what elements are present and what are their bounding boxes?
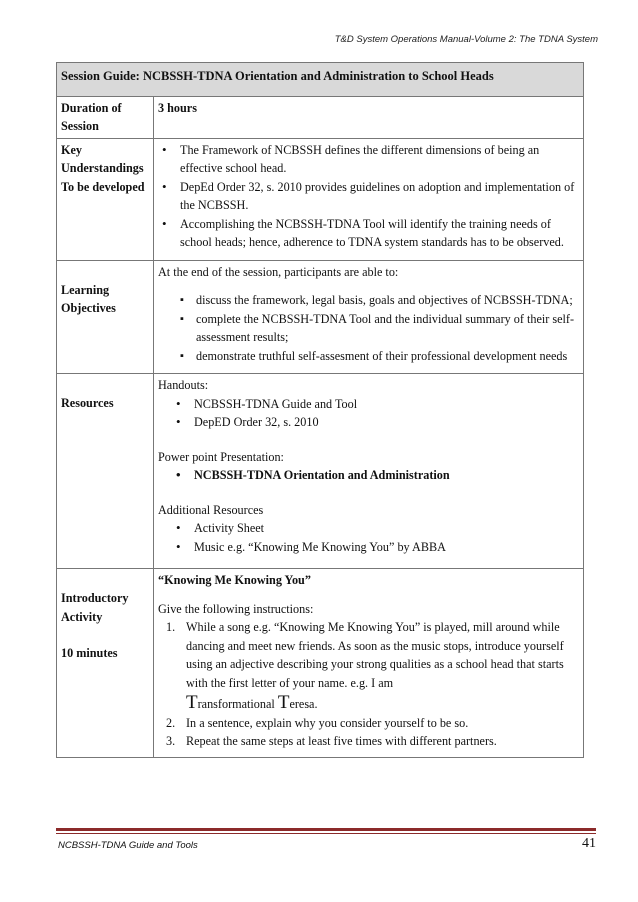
- list-item: [166, 714, 579, 733]
- title-row: [57, 63, 584, 97]
- list-item: • Activity Sheet: [172, 519, 579, 538]
- ppt-label: Power point Presentation:: [158, 449, 284, 464]
- list-item: • DepEd Order 32, s. 2010 provides guidelines on adoption and implementation of the NCBSSH.: [158, 178, 579, 215]
- introductory-activity-label-cell: [57, 569, 154, 758]
- footer-rule-thick: [56, 828, 596, 831]
- step-text: In a sentence, explain why you consider yourself to be so.: [186, 715, 469, 730]
- example-initial: T: [277, 692, 290, 713]
- session-title: Session Guide: NCBSSH-TDNA Orientation and Administration to School Heads: [57, 63, 584, 97]
- introductory-activity-time: 10 minutes: [61, 646, 118, 660]
- additional-resources-list: [172, 519, 579, 556]
- key-understandings-label: Key Understandings To be developed: [57, 138, 154, 260]
- running-header: T&D System Operations Manual-Volume 2: The TDNA System: [334, 34, 598, 45]
- learning-objectives-row: [57, 260, 584, 374]
- introductory-activity-cell: [154, 569, 584, 758]
- additional-resources-label: Additional Resources: [158, 502, 264, 517]
- list-item: ▪ discuss the framework, legal basis, goals and objectives of NCBSSH-TDNA;: [176, 291, 579, 310]
- step-number: 1.: [166, 620, 176, 634]
- list-item: ▪ complete the NCBSSH-TDNA Tool and the individual summary of their self-assessment results;: [176, 310, 579, 347]
- objectives-list: [176, 291, 579, 365]
- learning-objectives-label: Learning Objectives: [61, 282, 116, 315]
- step-text: Repeat the same steps at least five times with different partners.: [186, 734, 497, 748]
- resources-label-cell: [57, 374, 154, 569]
- introductory-activity-label: Introductory Activity: [61, 591, 129, 624]
- ppt-list: [172, 466, 579, 485]
- step-number: 3.: [166, 734, 176, 748]
- learning-objectives-label-cell: [57, 260, 154, 374]
- page-number: 41: [582, 836, 596, 851]
- duration-value: 3 hours: [154, 96, 584, 138]
- example-text: eresa.: [289, 697, 318, 711]
- key-understandings-list: [158, 141, 579, 252]
- list-item: • Music e.g. “Knowing Me Knowing You” by ABBA: [172, 538, 579, 557]
- objectives-intro: At the end of the session, participants are able to:: [158, 264, 399, 279]
- duration-label: Duration of Session: [57, 96, 154, 138]
- session-guide-table: [56, 62, 584, 758]
- key-understandings-row: [57, 138, 584, 260]
- duration-row: [57, 96, 584, 138]
- footer-rule-thin: [56, 833, 596, 834]
- step-text: While a song e.g. “Knowing Me Knowing You” is played, mill around while dancing and meet new friends. As soon as the music stops, introduce yourself using an adjective describing your strong qualities as a school head that starts with the first letter of your name. e.g. I am: [186, 620, 564, 690]
- handouts-list: [172, 395, 579, 432]
- handouts-label: Handouts:: [158, 378, 209, 392]
- list-item: [166, 732, 579, 751]
- resources-label: Resources: [61, 396, 114, 410]
- list-item: ▪ demonstrate truthful self-assesment of their professional development needs: [176, 347, 579, 366]
- example-initial: T: [186, 692, 198, 713]
- list-item: • NCBSSH-TDNA Orientation and Administration: [172, 466, 579, 485]
- activity-title: “Knowing Me Knowing You”: [158, 573, 311, 587]
- activity-instructions: Give the following instructions:: [158, 601, 314, 616]
- list-item: • The Framework of NCBSSH defines the different dimensions of being an effective school head.: [158, 141, 579, 178]
- key-understandings-cell: [154, 138, 584, 260]
- introductory-activity-row: [57, 569, 584, 758]
- example-text: ransformational: [197, 697, 278, 711]
- step-number: 2.: [166, 715, 176, 730]
- list-item: • NCBSSH-TDNA Guide and Tool: [172, 395, 579, 414]
- footer-title: NCBSSH-TDNA Guide and Tools: [58, 840, 198, 851]
- learning-objectives-cell: [154, 260, 584, 374]
- resources-row: [57, 374, 584, 569]
- list-item: • Accomplishing the NCBSSH-TDNA Tool will identify the training needs of school heads; hence, adherence to TDNA system standards has to be observed.: [158, 215, 579, 252]
- activity-steps: [166, 618, 579, 751]
- list-item: • DepED Order 32, s. 2010: [172, 413, 579, 432]
- resources-cell: [154, 374, 584, 569]
- list-item: [166, 618, 579, 714]
